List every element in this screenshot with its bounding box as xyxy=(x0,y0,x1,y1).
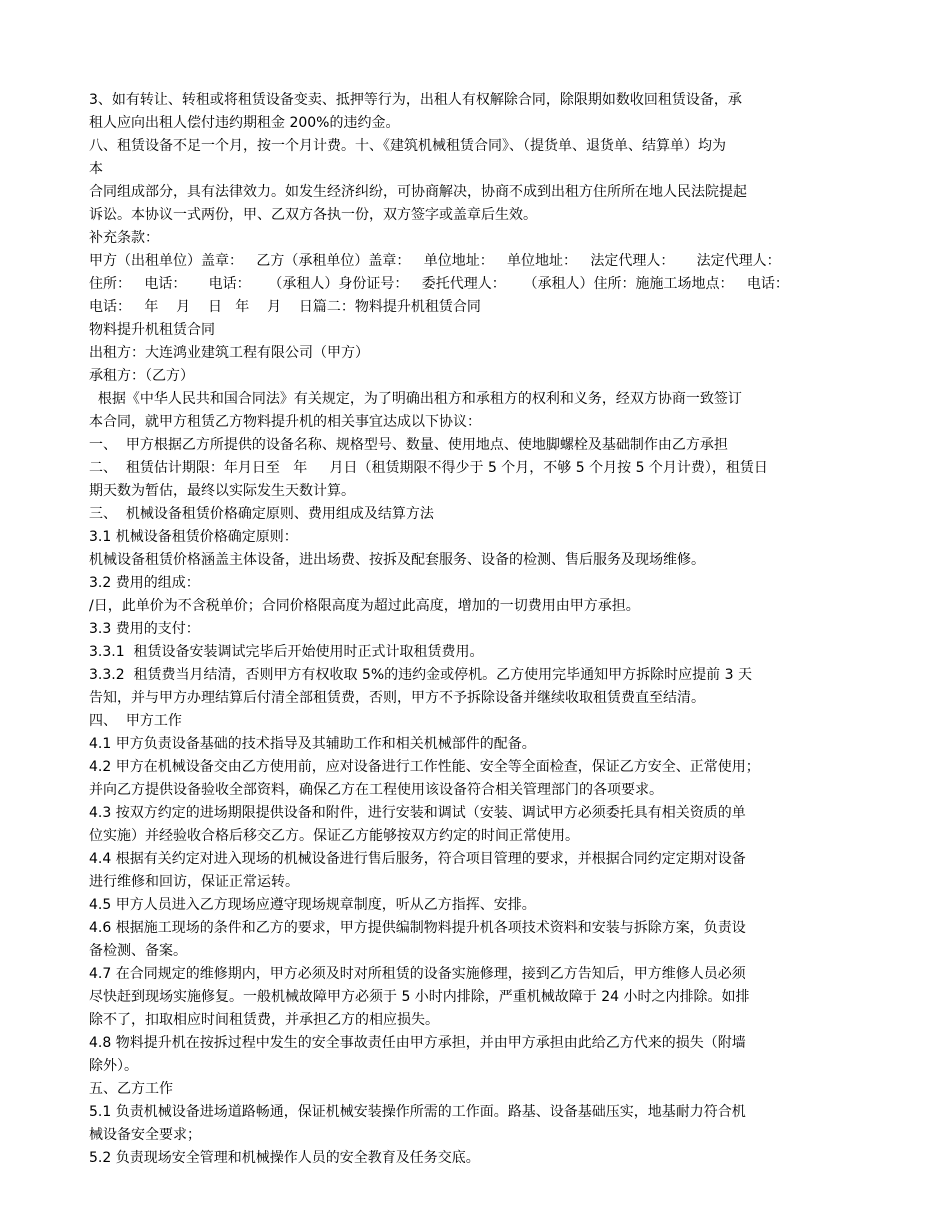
text-line: 物料提升机租赁合同 xyxy=(89,322,215,338)
text-line: 租人应向出租人偿付违约期租金 200%的违约金。 xyxy=(89,115,400,131)
text-line: 四、 甲方工作 xyxy=(89,713,182,729)
text-line: 4.5 甲方人员进入乙方现场应遵守现场规章制度，听从乙方指挥、安排。 xyxy=(89,897,536,913)
text-line: 位实施）并经验收合格后移交乙方。保证乙方能够按双方约定的时间正常使用。 xyxy=(89,828,579,844)
text-line: 承租方：（乙方） xyxy=(89,368,194,384)
text-line: 八、租赁设备不足一个月，按一个月计费。十、《建筑机械租赁合同》、（提货单、退货单、结算单）均为 xyxy=(89,138,726,154)
text-line: 期天数为暂估，最终以实际发生天数计算。 xyxy=(89,483,355,499)
text-line: 3.1 机械设备租赁价格确定原则： xyxy=(89,529,298,545)
text-line: 3.3.1 租赁设备安装调试完毕后开始使用时正式计取租赁费用。 xyxy=(89,644,484,660)
text-line: 三、 机械设备租赁价格确定原则、费用组成及结算方法 xyxy=(89,506,434,522)
text-line: 3.2 费用的组成： xyxy=(89,575,200,591)
text-line: 本 xyxy=(89,161,103,177)
text-line: 4.3 按双方约定的进场期限提供设备和附件，进行安装和调试（安装、调试甲方必须委托具有相关资质的单 xyxy=(89,805,746,821)
text-line: 本合同，就甲方租赁乙方物料提升机的相关事宜达成以下协议： xyxy=(89,414,481,430)
text-line: 尽快赶到现场实施修复。一般机械故障甲方必须于 5 小时内排除，严重机械故障于 24 小时之内排除。如排 xyxy=(89,989,750,1005)
text-line: 合同组成部分，具有法律效力。如发生经济纠纷，可协商解决，协商不成到出租方住所所在地人民法院提起 xyxy=(89,184,747,200)
text-line: 3、如有转让、转租或将租赁设备变卖、抵押等行为，出租人有权解除合同，除限期如数收回租赁设备，承 xyxy=(89,92,742,108)
text-line: 住所： 电话： 电话： （承租人）身份证号： 委托代理人： （承租人）住所：施施工场地点： 电话： xyxy=(89,276,789,292)
text-line: 并向乙方提供设备验收全部资料，确保乙方在工程使用该设备符合相关管理部门的各项要求。 xyxy=(89,782,663,798)
text-line: 4.6 根据施工现场的条件和乙方的要求，甲方提供编制物料提升机各项技术资料和安装与拆除方案，负责设 xyxy=(89,920,746,936)
text-line: 械设备安全要求； xyxy=(89,1127,201,1143)
text-line: 一、 甲方根据乙方所提供的设备名称、规格型号、数量、使用地点、使地脚螺栓及基础制作由乙方承担 xyxy=(89,437,728,453)
text-line: 电话： 年 月 日 年 月 日篇二：物料提升机租赁合同 xyxy=(89,299,481,315)
text-line: 5.2 负责现场安全管理和机械操作人员的安全教育及任务交底。 xyxy=(89,1150,480,1166)
text-line: 告知，并与甲方办理结算后付清全部租赁费，否则，甲方不予拆除设备并继续收取租赁费直至结清。 xyxy=(89,690,705,706)
text-line: 出租方：大连鸿业建筑工程有限公司（甲方） xyxy=(89,345,369,361)
text-line: 5.1 负责机械设备进场道路畅通，保证机械安装操作所需的工作面。路基、设备基础压实，地基耐力符合机 xyxy=(89,1104,746,1120)
text-line: 3.3.2 租赁费当月结清，否则甲方有权收取 5%的违约金或停机。乙方使用完毕通知甲方拆除时应提前 3 天 xyxy=(89,667,752,683)
text-line: 甲方（出租单位）盖章： 乙方（承租单位）盖章： 单位地址： 单位地址： 法定代理人： 法定代理人： xyxy=(89,253,781,269)
text-line: 机械设备租赁价格涵盖主体设备，进出场费、按拆及配套服务、设备的检测、售后服务及现场维修。 xyxy=(89,552,705,568)
text-line: /日，此单价为不含税单价；合同价格限高度为超过此高度，增加的一切费用由甲方承担。 xyxy=(89,598,640,614)
text-line: 根据《中华人民共和国合同法》有关规定，为了明确出租方和承租方的权利和义务，经双方协商一致签订 xyxy=(89,391,742,407)
text-line: 补充条款： xyxy=(89,230,159,246)
text-line: 4.4 根据有关约定对进入现场的机械设备进行售后服务，符合项目管理的要求，并根据合同约定定期对设备 xyxy=(89,851,746,867)
text-line: 除不了，扣取相应时间租赁费，并承担乙方的相应损失。 xyxy=(89,1012,439,1028)
text-line: 二、 租赁估计期限：年月日至 年 月日（租赁期限不得少于 5 个月，不够 5 个月按 5 个月计费），租赁日 xyxy=(89,460,768,476)
text-line: 3.3 费用的支付： xyxy=(89,621,200,637)
text-line: 诉讼。本协议一式两份，甲、乙双方各执一份，双方签字或盖章后生效。 xyxy=(89,207,537,223)
text-line: 五、乙方工作 xyxy=(89,1081,173,1097)
text-line: 备检测、备案。 xyxy=(89,943,187,959)
text-line: 4.2 甲方在机械设备交由乙方使用前，应对设备进行工作性能、安全等全面检查，保证乙方安全、正常使用； xyxy=(89,759,760,775)
text-line: 4.8 物料提升机在按拆过程中发生的安全事故责任由甲方承担，并由甲方承担由此给乙方代来的损失（附墙 xyxy=(89,1035,746,1051)
text-line: 进行维修和回访，保证正常运转。 xyxy=(89,874,299,890)
text-line: 4.1 甲方负责设备基础的技术指导及其辅助工作和相关机械部件的配备。 xyxy=(89,736,536,752)
document-page xyxy=(89,89,869,1170)
text-line: 除外）。 xyxy=(89,1058,138,1074)
text-line: 4.7 在合同规定的维修期内，甲方必须及时对所租赁的设备实施修理，接到乙方告知后，甲方维修人员必须 xyxy=(89,966,746,982)
